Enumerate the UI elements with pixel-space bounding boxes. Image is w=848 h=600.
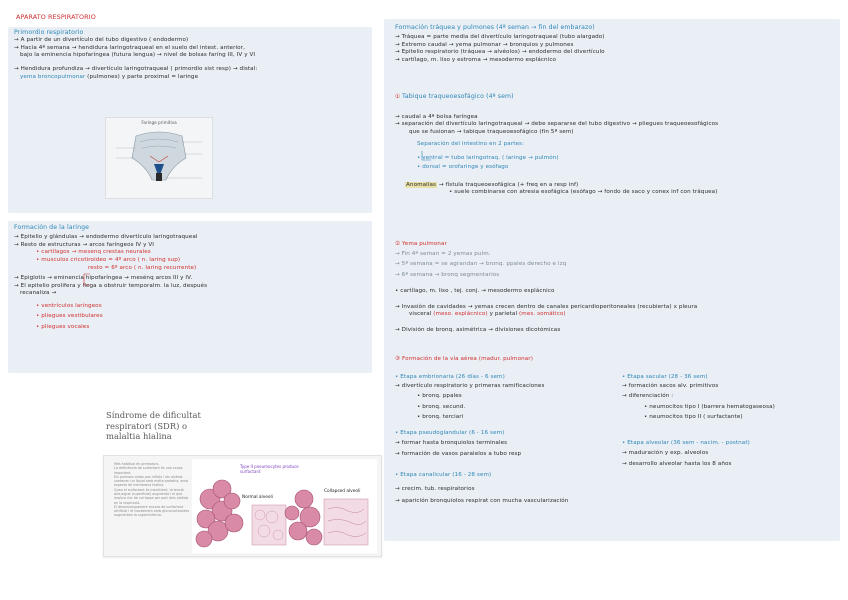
yema-number: ②: [395, 241, 401, 247]
laringe-list-item: • pliegues vocales: [36, 323, 90, 330]
yema-title: Yema pulmonar: [402, 241, 447, 247]
via-left-column: [395, 374, 610, 506]
traquea-title: Formación tráquea y pulmones (4ª seman → fin del embarazo): [395, 24, 595, 31]
laringe-list-item: • pliegues vestibulares: [36, 313, 103, 320]
yema-broncopulmonar: yema broncopulmonar: [20, 73, 86, 80]
tabique-number: ①: [395, 94, 401, 100]
sacular-line: • neumocitos tipo I (barrera hematogaseosa): [644, 403, 775, 410]
alveoli-illustration: [192, 459, 377, 553]
traquea-line: → cartílago, m. liso y estroma → mesodermo esplácnico: [395, 57, 557, 63]
laringe-cartilagos: • cartílagos → mesenq crestas neurales: [36, 249, 151, 256]
laringe-line: recanaliza →: [20, 290, 57, 297]
yema-line: → 5ª semana = se agrandan → bronq. ppales derecho e izq: [395, 261, 567, 268]
collapsed-alveoli-label: Collapsed alveoli: [324, 489, 361, 494]
laringe-musculos: [14, 257, 369, 265]
embrionaria-line: • bronq. ppales: [417, 393, 462, 400]
yema-line: • cartílago, m. liso , tej. conj. → mesodermo esplácnico: [395, 288, 555, 295]
srd-bullet: Més habitual en prematurs.: [114, 462, 160, 466]
normal-alveoli-label: Normal alveoli: [242, 495, 273, 500]
yema-section: [395, 241, 835, 334]
primordio-line: bajo la eminencia hipofaríngea (futura lengua) → nivel de bolsas faríng III, IV y VI: [20, 52, 256, 59]
tabique-section: [395, 93, 835, 197]
via-right-column: [622, 374, 832, 468]
laringe-line: → El epitelio prolifera y llega a obstruir temporalm. la luz, después: [14, 282, 208, 289]
musculo-resto: resto = 6º arco ( n. laring recurrente): [88, 264, 197, 271]
anomalias-label: Anomalías: [406, 181, 437, 188]
musculos-label: • musculos: [36, 257, 69, 263]
embrionaria-line: • bronq. terciari: [417, 414, 464, 421]
srd-title-line: malaltia hialina: [106, 431, 172, 441]
laringe-list-item: • ventrículos laríngeos: [36, 302, 102, 309]
brace-icon: [82, 273, 92, 287]
connector-arrow-icon: [421, 151, 433, 163]
sacular-line: → formación sacos alv. primitivos: [622, 382, 719, 389]
srd-bullet: La deficiència de surfactant és una causa important.: [114, 466, 183, 475]
primordio-last-rest: (pulmones) y parte proximal = laringe: [85, 73, 199, 80]
sacular-line: • neumocitos tipo II ( surfactante): [644, 414, 743, 421]
primordio-line: → Hendidura profundiza → divertículo laringotraqueal ( primordio sist resp) → distal:: [14, 66, 258, 72]
primordio-title: Primordio respiratorio: [14, 29, 84, 36]
meso-esplacnico: (meso. esplácnico): [433, 311, 488, 318]
srd-bullets: [114, 462, 190, 518]
etapa-alveolar-title: • Etapa alveolar (36 sem - nacim. - postnat): [622, 439, 750, 446]
traquea-section: [395, 24, 835, 65]
yema-mid: y parietal: [487, 311, 519, 318]
primordio-last-line: [14, 74, 369, 82]
traquea-line: → Tráquea = parte media del divertículo laringotraqueal (tubo alargado): [395, 34, 605, 41]
yema-line: → División de bronq. asimétrica → divisiones dicotómicas: [395, 326, 561, 333]
tabique-line: • dorsal = orofaringe y esófago: [417, 164, 509, 171]
pseudo-line: → formar hasta bronquiolos terminales: [395, 440, 508, 447]
etapa-pseudoglandular-title: • Etapa pseudoglandular (6 - 16 sem): [395, 429, 505, 436]
faringe-figure-title: Faringe primitiva: [141, 120, 177, 125]
tabique-line: • ventral = tubo laringotraq. ( laringe → pulmón): [417, 154, 559, 161]
srd-card: [103, 455, 382, 557]
etapa-sacular-title: • Etapa sacular (28 - 36 sem): [622, 374, 708, 380]
yema-pre: visceral: [409, 311, 434, 318]
primordio-line: → Hacia 4ª semana → hendidura laringotraqueal en el suelo del intest. anterior,: [14, 44, 245, 51]
faringe-primitiva-figure: [105, 117, 213, 199]
yema-pleura-line: [395, 311, 835, 319]
tabique-line: Separación del intestino en 2 partes:: [417, 141, 525, 148]
laringe-section: [14, 224, 369, 331]
embrionaria-line: • bronq. secund.: [417, 403, 466, 410]
tabique-title: Tabique traqueoesofágico (4ª sem): [402, 93, 514, 100]
anomalia-line: → fístula traqueoesofágica (+ freq en a resp inf): [438, 181, 579, 188]
mes-somatico: (mes. somático): [518, 311, 566, 318]
srd-title: [106, 410, 201, 442]
srd-bullet: Els pulmons estan poc inflats i els alvèols contenen un líquid amb molta proteïna, amb aspecte de membrana hialina.: [114, 474, 188, 488]
sacular-line: → diferenciación :: [622, 393, 674, 400]
laringe-line: → Resto de estructuras → arcos faríngeos IV y VI: [14, 241, 155, 248]
musculo-crico: cricotiroideo = 4º arco ( n. laring sup): [70, 257, 181, 263]
canalicular-line: → aparición bronquiolos respirat con mucha vascularización: [395, 498, 569, 505]
traquea-line: → Epitelio respiratorio (tráquea → alvéolos) → endodermo del divertículo: [395, 49, 605, 56]
srd-title-line: respiratori (SDR) o: [106, 420, 188, 431]
laringe-line: → Epiglotis → eminencia hipofaríngea → mesénq arcos III y IV.: [14, 275, 193, 282]
alveolar-line: → desarrollo alveolar hasta los 8 años: [622, 460, 732, 467]
srd-bullet: El desenvolupament encara de surfactant artificial i el tractament amb glucocorticoides augmenten la supervivència.: [114, 504, 190, 518]
primordio-section: [14, 29, 369, 81]
via-section: [395, 356, 835, 364]
tabique-line: → caudal a 4ª bolsa faríngea: [395, 113, 478, 120]
canalicular-line: → crecim. tub. respiratorios: [395, 485, 475, 492]
alveoli-icon: [192, 459, 377, 553]
anomalia-line: • suele combinarse con atresia esofágica (esófago → fondo de saco y conex inf con tráquea): [449, 189, 718, 196]
yema-line: → Fin 4ª seman = 2 yemas pulm.: [395, 250, 491, 257]
laringe-title: Formación de la laringe: [14, 224, 90, 231]
srd-bullet: Quan el surfactant és insuficient, la tensió aire-aigua (superficial) augmenta i el que implica risc de col·lapse per part dels alvèols en la respiració.: [114, 487, 189, 505]
pseudo-line: → formación de vasos paralelos a tubo resp: [395, 450, 522, 457]
etapa-canalicular-title: • Etapa canalicular (16 - 28 sem): [395, 472, 492, 479]
faringe-diagram-icon: [106, 118, 212, 196]
etapa-embrionaria-title: • Etapa embrionaria (26 días - 6 sem): [395, 374, 505, 380]
traquea-line: → Extremo caudal → yema pulmonar → bronquios y pulmones: [395, 41, 574, 48]
alveolar-line: → maduración y exp. alveolos: [622, 450, 709, 457]
tabique-line: → separación del divertículo laringotraqueal → debe separarse del tubo digestivo → pliegues traqueoesofágicos: [395, 121, 719, 128]
srd-title-line: Síndrome de dificultat: [106, 410, 201, 420]
laringe-line: → Epitelio y glándulas → endodermo divertículo laringotraqueal: [14, 234, 198, 241]
via-number: ③: [395, 356, 401, 362]
page-title: APARATO RESPIRATORIO: [16, 13, 96, 21]
via-title: Formación de la vía aérea (madur. pulmonar): [402, 356, 533, 362]
embrionaria-line: → divertículo respiratorio y primeras ramificaciones: [395, 382, 545, 389]
yema-line: → Invasión de cavidades → yemas crecen dentro de canales pericardioperitoneales (recubierta) x pleura: [395, 303, 698, 310]
tabique-line: que se fusionan → tabique traqueoesofágico (fin 5ª sem): [409, 128, 574, 135]
yema-line: → 6ª semana → bronq segmentarios: [395, 271, 500, 278]
surfactant-label: Type II pneumocytes produce surfactant: [240, 464, 299, 474]
primordio-line: → A partir de un divertículo del tubo digestivo ( endodermo): [14, 37, 189, 44]
